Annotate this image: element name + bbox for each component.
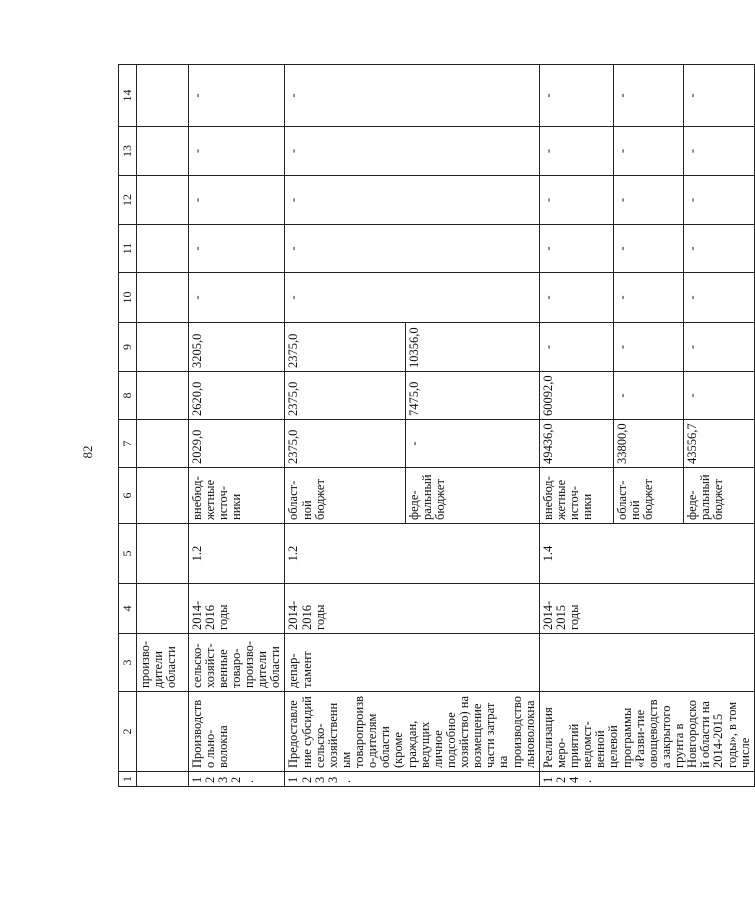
value-2015: 2620,0 (188, 372, 285, 420)
period-cell: 2014-2016 годы (285, 584, 539, 634)
value-2016: 10356,0 (406, 323, 540, 372)
funding-source: внебюд-жетные источ-ники (539, 468, 613, 524)
value-cell: - (683, 127, 754, 176)
value-2015: - (614, 372, 684, 420)
indicator-code: 1.2 (285, 524, 539, 584)
funding-source: внебюд-жетные источ-ники (188, 468, 285, 524)
value-2015: 2375,0 (285, 372, 406, 420)
row-number: 124. (539, 772, 754, 787)
value-cell: - (285, 225, 539, 273)
table-row (539, 65, 613, 787)
funding-source: област-ной бюджет (285, 468, 406, 524)
value-2016: - (614, 323, 684, 372)
col-number: 6 (119, 468, 137, 524)
table-row (188, 65, 285, 787)
value-cell: - (188, 273, 285, 323)
value-cell: - (285, 127, 539, 176)
data-table (118, 64, 755, 787)
funding-source: феде-ральный бюджет (406, 468, 540, 524)
col-number: 10 (119, 273, 137, 323)
col-number: 4 (119, 584, 137, 634)
col-number: 11 (119, 225, 137, 273)
activity-name: Предоставление субсидий сельско-хозяйственным товаропроизво-дителям области (кроме граждан, ведущих личное подсобное хозяйство) на возмещение части затрат на производство льноволокна (285, 692, 539, 772)
value-cell: - (683, 225, 754, 273)
period-cell: 2014-2016 годы (188, 584, 285, 634)
col-number: 3 (119, 634, 137, 692)
col-number: 1 (119, 772, 137, 787)
value-cell: - (683, 65, 754, 127)
value-cell: - (188, 225, 285, 273)
row-number: 1233. (285, 772, 539, 787)
value-cell: - (683, 273, 754, 323)
value-cell: - (285, 65, 539, 127)
row-number: 1232. (188, 772, 285, 787)
col-number: 8 (119, 372, 137, 420)
value-2015: - (683, 372, 754, 420)
value-2016: 2375,0 (285, 323, 406, 372)
value-cell: - (614, 273, 684, 323)
value-cell: - (683, 176, 754, 225)
value-2014: 49436,0 (539, 420, 613, 468)
col-number: 9 (119, 323, 137, 372)
col-number: 7 (119, 420, 137, 468)
column-number-row (119, 65, 137, 787)
funding-source: феде-ральный бюджет (683, 468, 754, 524)
table-row (285, 65, 406, 787)
value-2016: 3205,0 (188, 323, 285, 372)
value-cell: - (614, 176, 684, 225)
value-cell: - (188, 65, 285, 127)
value-cell: - (614, 127, 684, 176)
value-2016: - (683, 323, 754, 372)
executor-cell: произво-дители области (136, 634, 188, 692)
value-cell: - (539, 225, 613, 273)
continuation-row (136, 65, 188, 787)
rotated-table-wrapper (118, 65, 752, 787)
value-cell: - (539, 273, 613, 323)
col-number: 13 (119, 127, 137, 176)
executor-cell: сельско-хозяйст-венные товаро-произво-дители области (188, 634, 285, 692)
value-cell: - (539, 65, 613, 127)
value-2014: 33800,0 (614, 420, 684, 468)
activity-name: Производство льно-волокна (188, 692, 285, 772)
value-2014: 2029,0 (188, 420, 285, 468)
executor-cell (539, 634, 754, 692)
value-2014: - (406, 420, 540, 468)
value-cell: - (285, 273, 539, 323)
col-number: 12 (119, 176, 137, 225)
value-2014: 2375,0 (285, 420, 406, 468)
period-cell: 2014-2015 годы (539, 584, 754, 634)
value-2015: 60092,0 (539, 372, 613, 420)
executor-cell: депар-тамент (285, 634, 539, 692)
funding-source: област-ной бюджет (614, 468, 684, 524)
value-cell: - (285, 176, 539, 225)
value-2016: - (539, 323, 613, 372)
value-cell: - (188, 176, 285, 225)
value-2014: 43556,7 (683, 420, 754, 468)
activity-name: Реализация меро-приятий ведомст-венной целевой программы «Разви-тие овощеводства закрытого грунта в Новгородской области на 2014-2015 годы», в том числе (539, 692, 754, 772)
value-cell: - (539, 176, 613, 225)
col-number: 14 (119, 65, 137, 127)
indicator-code: 1.4 (539, 524, 754, 584)
value-cell: - (539, 127, 613, 176)
value-cell: - (188, 127, 285, 176)
col-number: 2 (119, 692, 137, 772)
col-number: 5 (119, 524, 137, 584)
indicator-code: 1.2 (188, 524, 285, 584)
value-2015: 7475,0 (406, 372, 540, 420)
value-cell: - (614, 65, 684, 127)
value-cell: - (614, 225, 684, 273)
page-number: 82 (80, 445, 95, 459)
